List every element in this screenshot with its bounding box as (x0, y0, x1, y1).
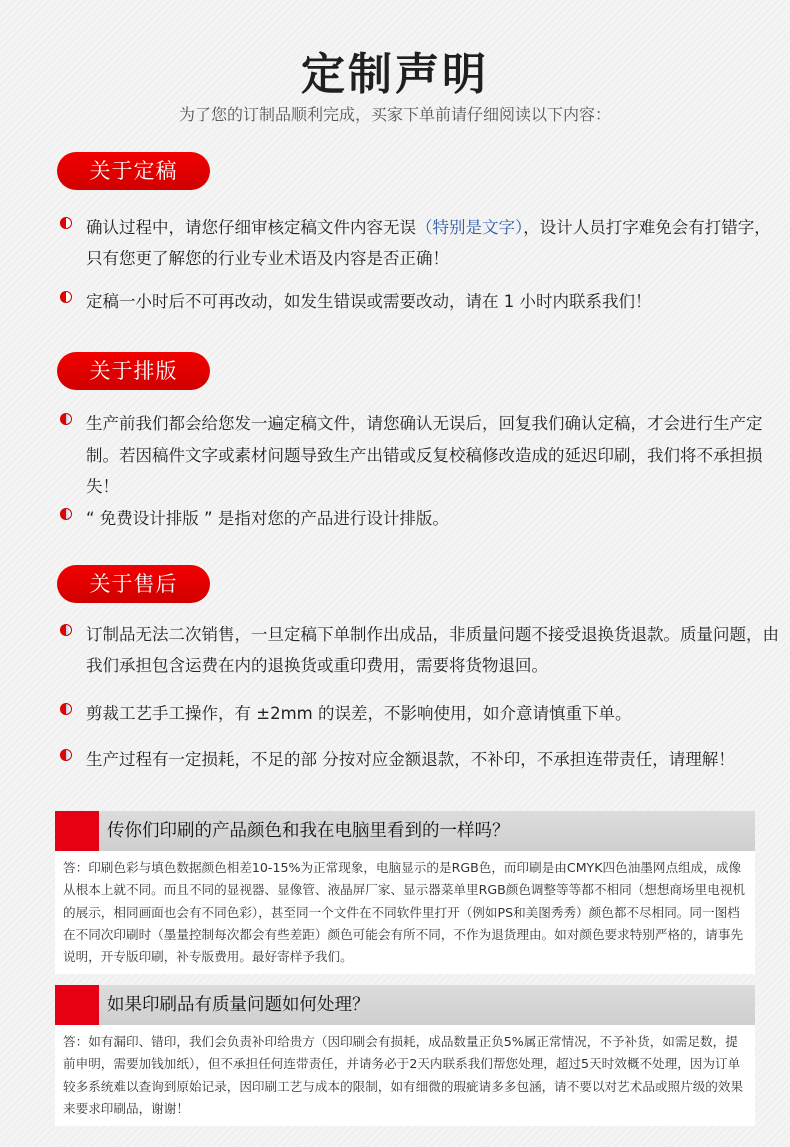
half-circle-bullet-icon (60, 508, 72, 520)
item-text-part: ，设计人员打字难免会有打错字，只有您更了解您的行业专业术语及内容是否正确！ (86, 218, 771, 268)
section-label-after-sales: 关于售后 (57, 565, 210, 603)
list-item (60, 619, 785, 681)
half-circle-bullet-icon (60, 291, 72, 303)
list-item-text: 定稿一小时后不可再改动，如发生错误或需要改动，请在 1 小时内联系我们！ (86, 292, 652, 311)
list-item (60, 408, 785, 503)
list-item (60, 286, 785, 317)
highlighted-text: （特别是文字） (416, 218, 524, 237)
faq-card (55, 811, 755, 974)
faq-card (55, 985, 755, 1126)
section-label-finalization: 关于定稿 (57, 152, 210, 190)
list-item (60, 744, 785, 775)
list-item (60, 212, 785, 274)
faq-header (55, 811, 755, 851)
faq-question: 如果印刷品有质量问题如何处理？ (107, 995, 370, 1015)
half-circle-bullet-icon (60, 749, 72, 761)
list-item-text: 订制品无法二次销售，一旦定稿下单制作出成品，非质量问题不接受退换货退款。质量问题，由我们承担包含运费在内的退换货或重印费用，需要将货物退回。 (86, 625, 779, 675)
half-circle-bullet-icon (60, 703, 72, 715)
list-item-text: “ 免费设计排版 ” 是指对您的产品进行设计排版。 (86, 509, 449, 528)
faq-red-marker (55, 811, 99, 851)
page-subtitle: 为了您的订制品顺利完成，买家下单前请仔细阅读以下内容： (178, 105, 611, 124)
half-circle-bullet-icon (60, 624, 72, 636)
faq-answer: 答：印刷色彩与填色数据颜色相差10-15%为正常现象，电脑显示的是RGB色，而印刷是由CMYK四色油墨网点组成，成像从根本上就不同。而且不同的显视器、显像管、液晶屏厂家、显示器菜单里RGB颜色调整等等都不相同（想想商场里电视机的展示，相同画面也会有不同色彩），甚至同一个文件在不同软件里打开（例如PS和美图秀秀）颜色都不尽相同。同一图档在不同次印刷时（墨量控制每次都会有些差距）颜色可能会有所不同，不作为退货理由。如对颜色要求特别严格的，请事先说明，开专版印刷，补专版费用。最好寄样予我们。 (63, 860, 746, 965)
list-item-text: 剪裁工艺手工操作，有 ±2mm 的误差，不影响使用，如介意请慎重下单。 (86, 704, 632, 723)
half-circle-bullet-icon (60, 217, 72, 229)
faq-answer: 答：如有漏印、错印，我们会负责补印给贵方（因印刷会有损耗，成品数量正负5%属正常情况，不予补货，如需足数，提前申明，需要加钱加纸），但不承担任何连带责任，并请务必于2天内联系我们帮您处理，超过5天时效概不处理，因为订单较多系统难以查询到原始记录，因印刷工艺与成本的限制，如有细微的瑕疵请多多包涵，请不要以对艺术品或照片级的效果来要求印刷品，谢谢！ (63, 1034, 744, 1116)
section-label-layout: 关于排版 (57, 352, 210, 390)
faq-question: 传你们印刷的产品颜色和我在电脑里看到的一样吗？ (107, 821, 510, 841)
faq-red-marker (55, 985, 99, 1025)
faq-header (55, 985, 755, 1025)
item-text-part: 确认过程中，请您仔细审核定稿文件内容无误 (86, 218, 416, 237)
list-item-text: 生产前我们都会给您发一遍定稿文件，请您确认无误后，回复我们确认定稿，才会进行生产定制。若因稿件文字或素材问题导致生产出错或反复校稿修改造成的延迟印刷，我们将不承担损失！ (86, 414, 763, 496)
list-item (60, 503, 785, 534)
list-item-text (86, 212, 785, 274)
list-item-text: 生产过程有一定损耗，不足的部 分按对应金额退款，不补印，不承担连带责任，请理解！ (86, 750, 735, 769)
list-item (60, 698, 785, 729)
page-title: 定制声明 (301, 49, 489, 100)
half-circle-bullet-icon (60, 413, 72, 425)
